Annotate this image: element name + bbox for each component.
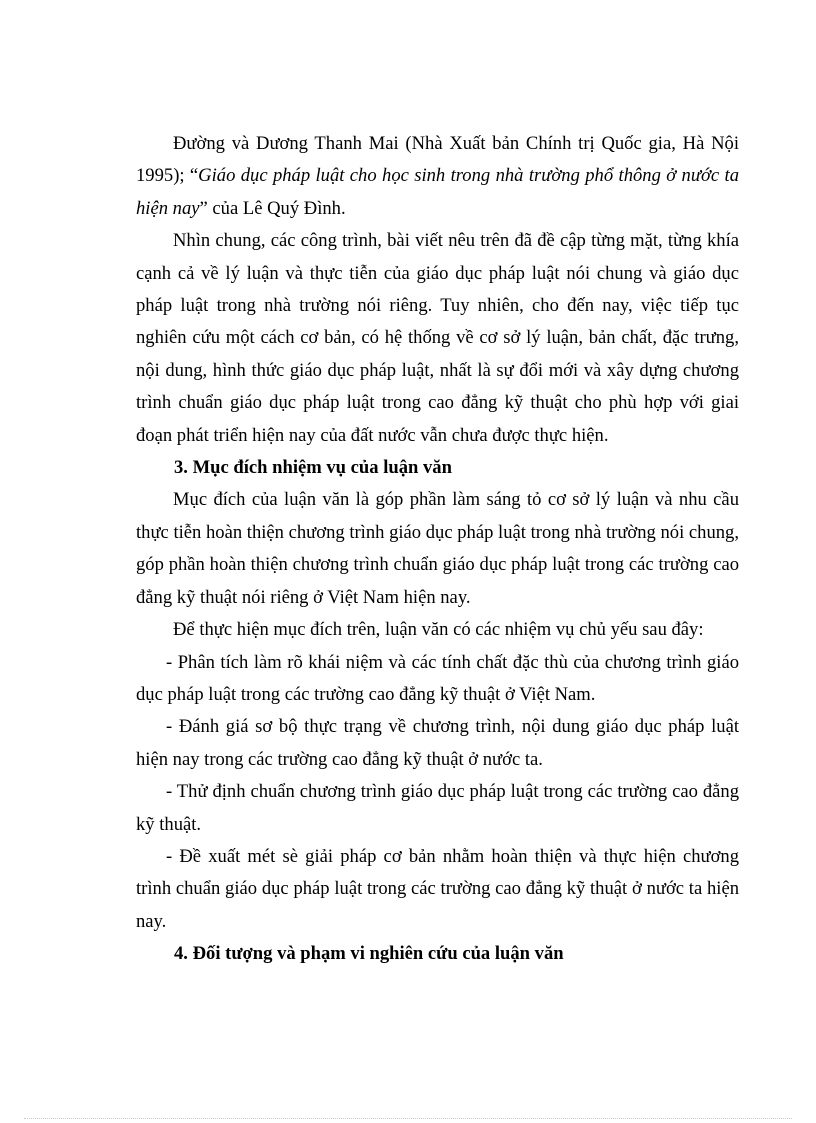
paragraph-overview: Nhìn chung, các công trình, bài viết nêu trên đã đề cập từng mặt, từng khía cạnh cả về lý luận và thực tiễn của giáo dục pháp luật nói chung và giáo dục pháp luật trong nhà trường nói riêng. Tuy nhiên, cho đến nay, việc tiếp tục nghiên cứu một cách cơ bản, có hệ thống về cơ sở lý luận, bản chất, đặc trưng, nội dung, hình thức giáo dục pháp luật, nhất là sự đổi mới và xây dựng chương trình chuẩn giáo dục pháp luật trong cao đẳng kỹ thuật cho phù hợp với giai đoạn phát triển hiện nay của đất nước vẫn chưa được thực hiện. <box>136 230 739 446</box>
task-item-4: - Đề xuất mét sè giải pháp cơ bản nhằm hoàn thiện và thực hiện chương trình chuẩn giáo dục pháp luật trong các trường cao đẳng kỹ thuật ở nước ta hiện nay. <box>136 845 739 932</box>
document-body <box>136 128 739 971</box>
reference-italic-title: Giáo dục pháp luật cho học sinh trong nhà trường phổ thông ở nước ta hiện nay <box>136 165 739 219</box>
section-heading-3: 3. Mục đích nhiệm vụ của luận văn <box>174 457 452 479</box>
paragraph-references <box>136 128 739 225</box>
reference-author: ” của Lê Quý Đình. <box>199 197 346 219</box>
section-heading-4: 4. Đối tượng và phạm vi nghiên cứu của luận văn <box>174 943 564 965</box>
reference-text: Đường và Dương Thanh Mai (Nhà Xuất bản Chính trị Quốc gia, Hà Nội 1995); “ <box>136 133 739 187</box>
task-item-1: - Phân tích làm rõ khái niệm và các tính chất đặc thù của chương trình giáo dục pháp luật trong các trường cao đẳng kỹ thuật ở Việt Nam. <box>136 651 739 705</box>
paragraph-tasks-intro: Để thực hiện mục đích trên, luận văn có các nhiệm vụ chủ yếu sau đây: <box>173 619 704 641</box>
task-item-3: - Thử định chuẩn chương trình giáo dục pháp luật trong các trường cao đẳng kỹ thuật. <box>136 781 739 835</box>
page-bottom-divider <box>24 1118 792 1119</box>
task-item-2: - Đánh giá sơ bộ thực trạng về chương trình, nội dung giáo dục pháp luật hiện nay trong các trường cao đẳng kỹ thuật ở nước ta. <box>136 716 739 770</box>
paragraph-purpose: Mục đích của luận văn là góp phần làm sáng tỏ cơ sở lý luận và nhu cầu thực tiễn hoàn thiện chương trình giáo dục pháp luật trong nhà trường nói chung, góp phần hoàn thiện chương trình chuẩn giáo dục pháp luật trong các trường cao đẳng kỹ thuật nói riêng ở Việt Nam hiện nay. <box>136 489 739 608</box>
